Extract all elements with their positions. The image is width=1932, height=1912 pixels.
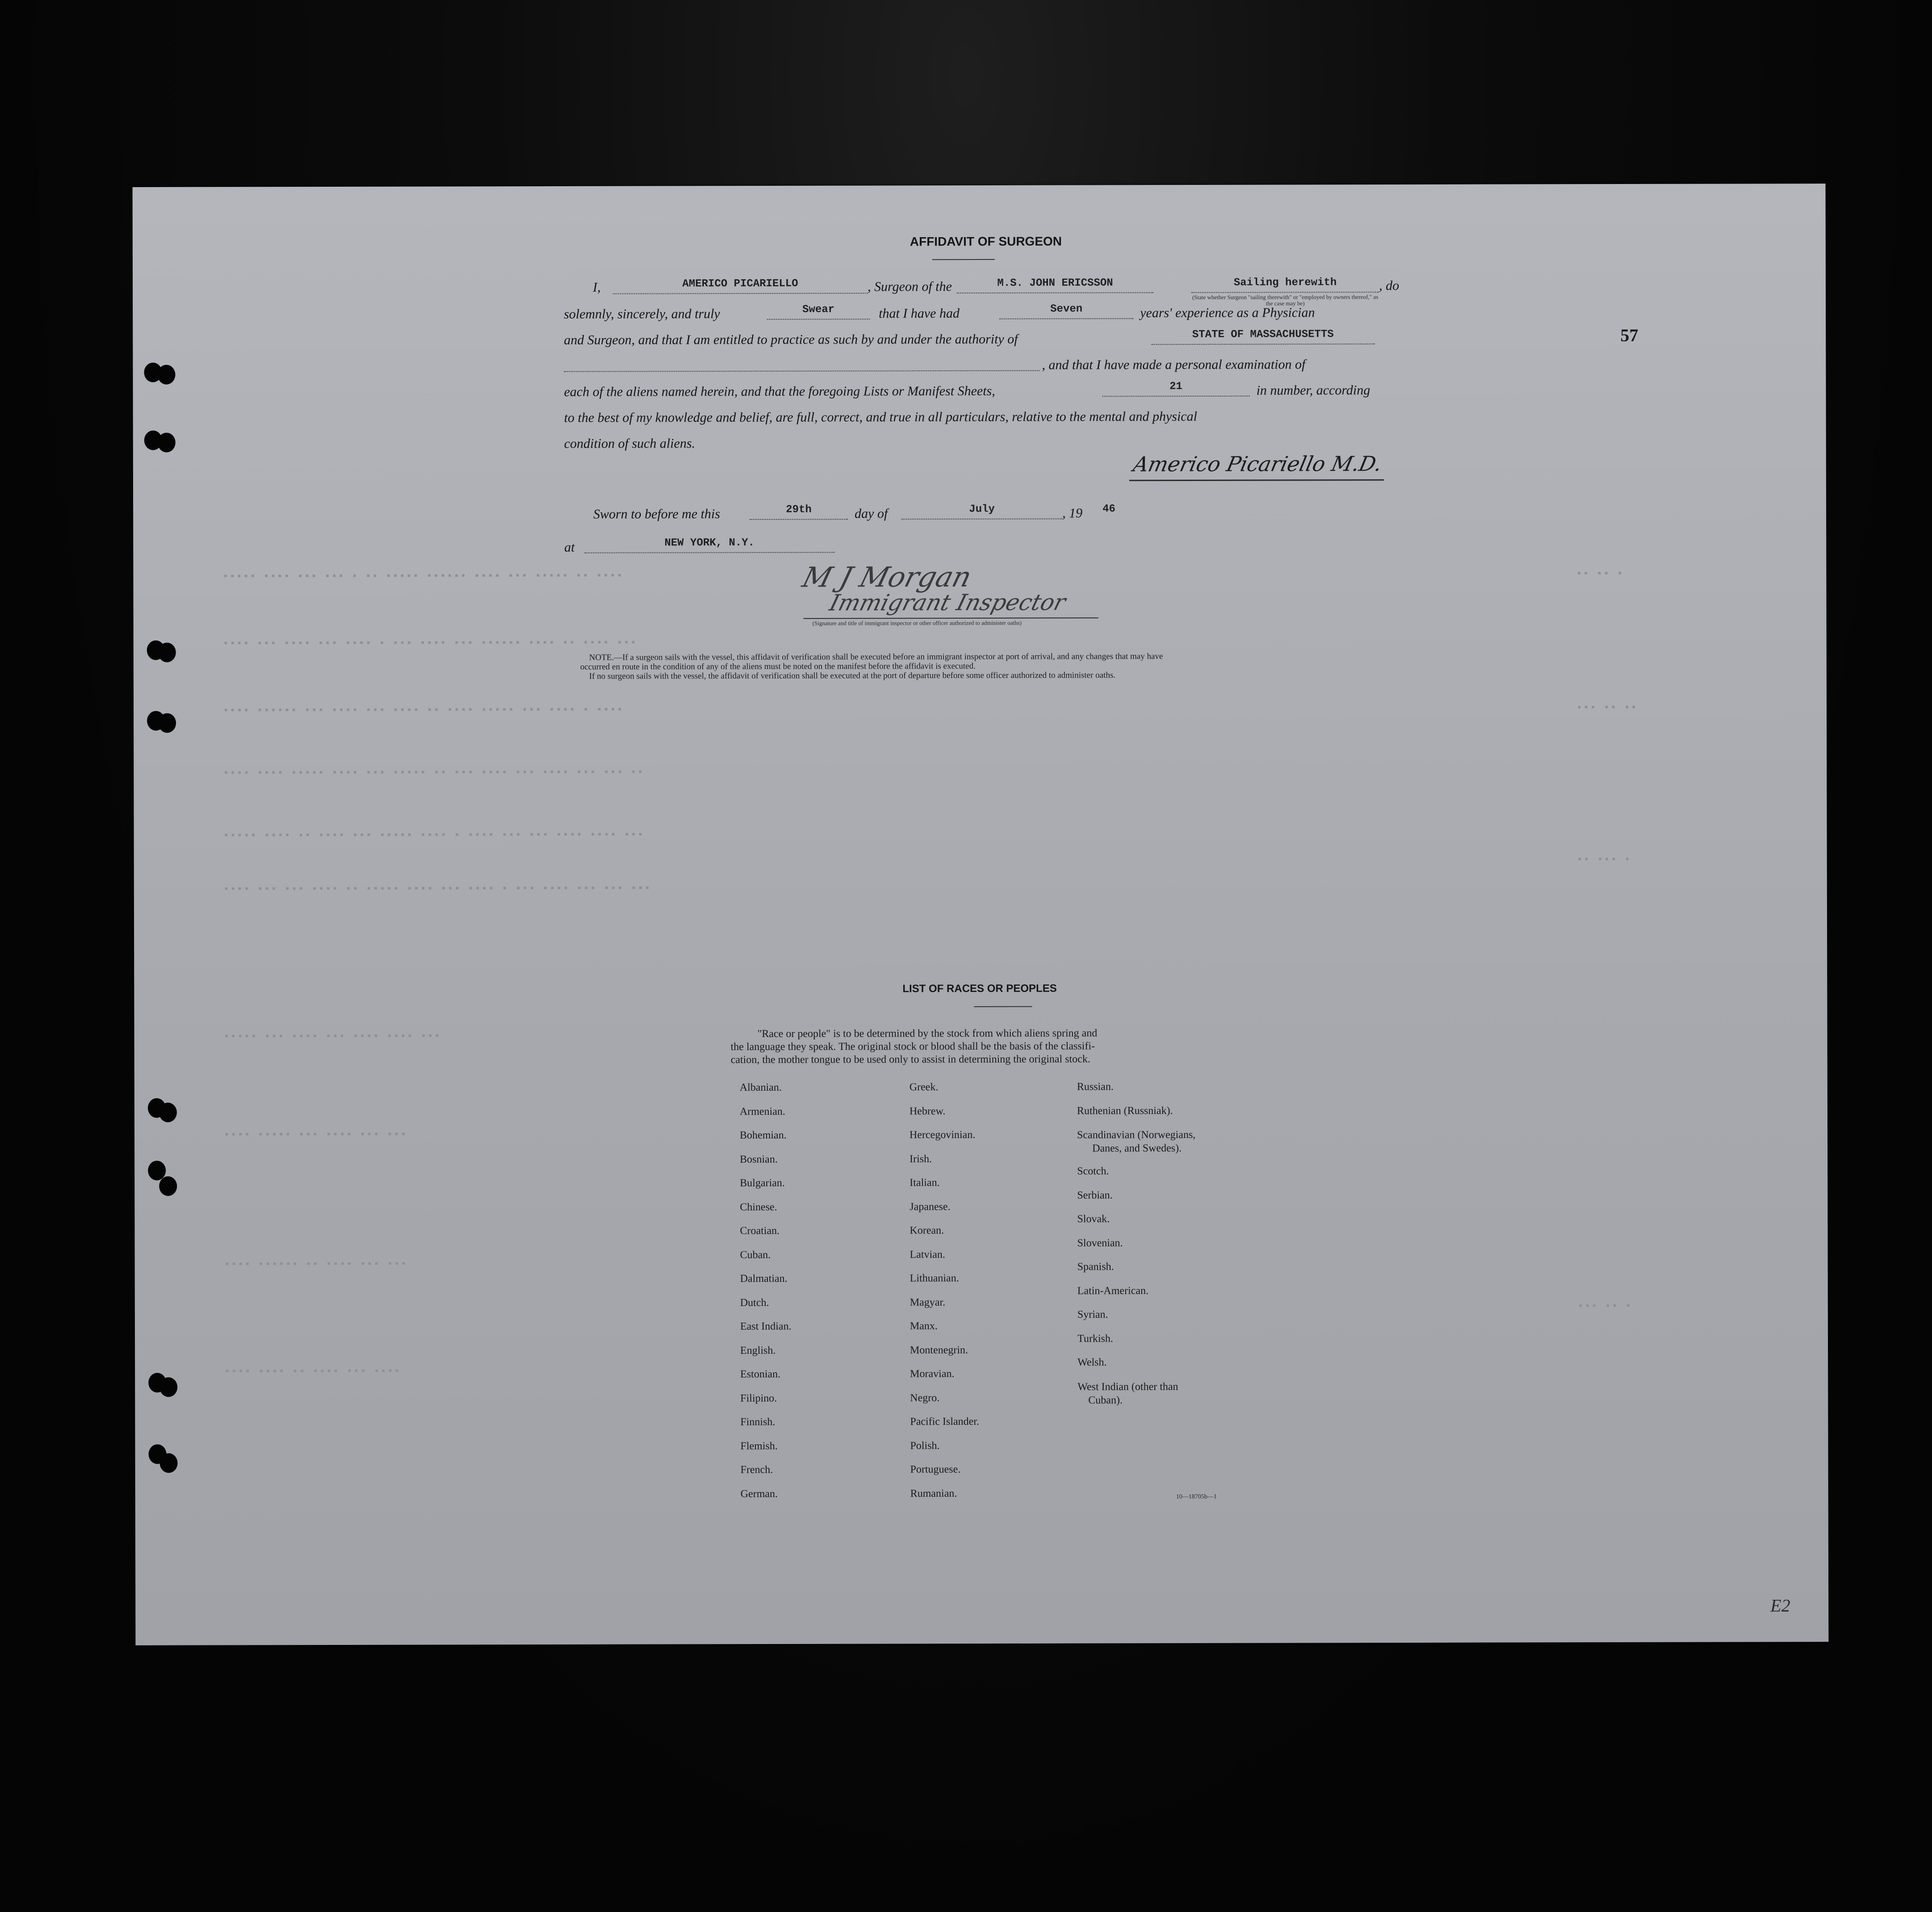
bleed-through-text: ▪▪▪ ▪▪ ▪▪ <box>1576 702 1638 714</box>
bleed-through-text: ▪▪▪▪▪ ▪▪▪▪ ▪▪▪ ▪▪▪ ▪ ▪▪ ▪▪▪▪▪ ▪▪▪▪▪▪ ▪▪▪▪ ▪▪▪ ▪▪▪▪▪ ▪▪ ▪▪▪▪ <box>222 570 624 582</box>
race-item: Portuguese. <box>910 1464 961 1476</box>
races-intro-line: cation, the mother tongue to be used only to assist in determining the original stock. <box>730 1053 1090 1066</box>
race-item: Negro. <box>910 1392 940 1404</box>
month-field: July <box>901 501 1062 520</box>
affidavit-title: AFFIDAVIT OF SURGEON <box>909 234 1062 249</box>
affidavit-text: , Surgeon of the <box>868 279 952 294</box>
bleed-through-text: ▪▪▪▪▪ ▪▪▪▪ ▪▪ ▪▪▪▪ ▪▪▪ ▪▪▪▪▪ ▪▪▪▪ ▪ ▪▪▪▪ ▪▪▪ ▪▪▪ ▪▪▪▪ ▪▪▪▪ ▪▪▪ <box>223 829 645 841</box>
race-item: Montenegrin. <box>910 1344 968 1356</box>
races-intro <box>731 1027 1098 1067</box>
race-item: Armenian. <box>739 1105 785 1117</box>
punch-hole <box>157 365 175 385</box>
races-title-underline <box>974 1006 1032 1007</box>
race-item: Scotch. <box>1077 1165 1109 1177</box>
bleed-through-text: ▪▪▪▪▪ ▪▪▪ ▪▪▪▪ ▪▪▪ ▪▪▪▪ ▪▪▪▪ ▪▪▪ <box>223 1030 441 1042</box>
affidavit-text: I, <box>593 280 601 295</box>
race-item: Lithuanian. <box>909 1272 959 1284</box>
bleed-through-text: ▪▪▪▪ ▪▪▪▪▪ ▪▪▪ ▪▪▪▪ ▪▪▪ ▪▪▪ <box>224 1129 407 1141</box>
punch-hole <box>158 433 176 452</box>
race-item: Syrian. <box>1077 1309 1108 1321</box>
punch-hole <box>159 1176 177 1196</box>
year-field: 46 <box>1102 503 1115 515</box>
race-item: Cuban. <box>740 1249 771 1261</box>
race-item: Russian. <box>1077 1081 1114 1093</box>
race-item: Bosnian. <box>740 1153 778 1165</box>
sheet-count-field: 21 <box>1102 378 1249 397</box>
years-field: Seven <box>999 300 1133 319</box>
race-item: Italian. <box>909 1177 940 1189</box>
note-text: occurred en route in the condition of any of the aliens must be noted on the manifest before the affidavit is executed. <box>580 661 976 672</box>
race-item: Cuban). <box>1088 1394 1123 1406</box>
officer-signature-line <box>804 617 1098 619</box>
race-item: Magyar. <box>909 1296 946 1308</box>
affidavit-text: at <box>564 540 575 555</box>
affidavit-text: and Surgeon, and that I am entitled to practice as such by and under the authority of <box>564 331 1018 347</box>
margin-mark: E2 <box>1770 1595 1790 1616</box>
affidavit-text: each of the aliens named herein, and that the foregoing Lists or Manifest Sheets, <box>564 383 995 399</box>
affidavit-text: that I have had <box>879 306 960 321</box>
race-item: Hercegovinian. <box>909 1129 976 1141</box>
place-field: NEW YORK, N.Y. <box>584 534 834 553</box>
day-field: 29th <box>750 501 848 520</box>
race-item: Manx. <box>909 1320 938 1332</box>
race-item: Hebrew. <box>909 1105 946 1117</box>
signature-line <box>1129 479 1384 481</box>
authority-field: STATE OF MASSACHUSETTS <box>1151 326 1375 345</box>
race-item: Finnish. <box>740 1416 775 1428</box>
page-number: 57 <box>1620 325 1639 345</box>
race-item: Serbian. <box>1077 1189 1113 1201</box>
vessel-field: M.S. JOHN ERICSSON <box>957 274 1153 293</box>
race-item: Scandinavian (Norwegians, <box>1077 1129 1196 1141</box>
race-item: Bohemian. <box>740 1129 787 1142</box>
race-item: Pacific Islander. <box>910 1416 980 1428</box>
race-item: Latin-American. <box>1077 1284 1149 1297</box>
surgeon-name-field: AMERICO PICARIELLO <box>613 275 868 294</box>
officer-title-handwritten: Immigrant Inspector <box>826 589 1069 616</box>
race-item: Polish. <box>910 1439 940 1452</box>
surgeon-signature: Americo Picariello M.D. <box>1131 452 1384 477</box>
bleed-through-text: ▪▪▪ ▪▪ ▪ <box>1577 1300 1632 1312</box>
form-number: 10—18705b—1 <box>1176 1493 1217 1501</box>
race-item: Spanish. <box>1077 1261 1114 1273</box>
oath-field: Swear <box>767 301 870 320</box>
punch-hole <box>159 1103 177 1122</box>
punch-hole <box>160 1453 178 1473</box>
races-column-3 <box>1077 1075 1196 1407</box>
race-item: Rumanian. <box>910 1487 957 1499</box>
race-item: French. <box>740 1464 773 1476</box>
race-item: Slovenian. <box>1077 1237 1123 1249</box>
affidavit-text: day of <box>855 506 888 521</box>
race-item: English. <box>740 1344 776 1356</box>
bleed-through-text: ▪▪ ▪▪▪ ▪ <box>1576 853 1631 866</box>
race-item: Dutch. <box>740 1297 769 1309</box>
race-item: Irish. <box>909 1153 932 1165</box>
bleed-through-text: ▪▪▪▪ ▪▪▪ ▪▪▪▪ ▪▪▪ ▪▪▪▪ ▪ ▪▪▪ ▪▪▪▪ ▪▪▪ ▪▪▪▪▪▪ ▪▪▪▪ ▪▪ ▪▪▪▪ ▪▪▪ <box>222 637 637 649</box>
race-item: Moravian. <box>910 1368 955 1380</box>
punch-hole <box>159 1377 177 1397</box>
race-item: West Indian (other than <box>1077 1381 1178 1393</box>
bleed-through-text: ▪▪▪▪ ▪▪▪ ▪▪▪ ▪▪▪▪ ▪▪ ▪▪▪▪▪ ▪▪▪▪ ▪▪▪ ▪▪▪▪ ▪ ▪▪▪ ▪▪▪▪ ▪▪▪ ▪▪▪ ▪▪▪ <box>223 883 651 895</box>
status-instruction: (State whether Surgeon "sailing therewith" or "employed by owners thereof," as the case may be) <box>1192 293 1379 307</box>
race-item: Japanese. <box>909 1201 951 1213</box>
race-item: Filipino. <box>740 1392 777 1404</box>
race-item: Chinese. <box>740 1201 777 1213</box>
affidavit-text: , 19 <box>1062 506 1083 521</box>
affidavit-text: to the best of my knowledge and belief, are full, correct, and true in all particulars, relative to the mental and physical <box>564 409 1197 425</box>
races-intro-line: "Race or people" is to be determined by the stock from which aliens spring and <box>757 1027 1098 1040</box>
authority-field-continued <box>564 352 1039 372</box>
affidavit-text: condition of such aliens. <box>564 436 696 451</box>
race-item: German. <box>740 1488 778 1500</box>
note-text: NOTE.—If a surgeon sails with the vessel, this affidavit of verification shall be executed before an immigrant inspector at port of arrival, and any changes that may have <box>589 652 1163 662</box>
race-item: Ruthenian (Russniak). <box>1077 1105 1173 1117</box>
race-item: Korean. <box>909 1225 944 1237</box>
punch-hole <box>158 643 176 662</box>
note-text: If no surgeon sails with the vessel, the affidavit of verification shall be executed at the port of departure before some officer authorized to administer oaths. <box>589 670 1116 681</box>
race-item: Croatian. <box>740 1225 780 1237</box>
races-title: LIST OF RACES OR PEOPLES <box>902 982 1057 995</box>
race-item: East Indian. <box>740 1320 792 1333</box>
affidavit-text: , and that I have made a personal examination of <box>1042 357 1306 372</box>
races-intro-line: the language they speak. The original stock or blood shall be the basis of the classifi- <box>730 1040 1095 1053</box>
affidavit-text: years' experience as a Physician <box>1140 305 1315 321</box>
race-item: Slovak. <box>1077 1213 1110 1225</box>
officer-caption: (Signature and title of immigrant inspector or other officer authorized to administer oaths) <box>812 619 1022 627</box>
punch-hole <box>158 713 176 733</box>
bleed-through-text: ▪▪ ▪▪ ▪ <box>1576 568 1624 580</box>
surgeon-status-field: Sailing herewith <box>1191 274 1379 293</box>
race-item: Greek. <box>909 1081 939 1093</box>
race-item: Estonian. <box>740 1368 781 1381</box>
bleed-through-text: ▪▪▪▪ ▪▪▪▪ ▪▪▪▪▪ ▪▪▪▪ ▪▪▪ ▪▪▪▪▪ ▪▪ ▪▪▪ ▪▪▪▪ ▪▪▪ ▪▪▪▪ ▪▪▪ ▪▪▪ ▪▪ <box>223 766 644 779</box>
bleed-through-text: ▪▪▪▪ ▪▪▪▪ ▪▪ ▪▪▪▪ ▪▪▪ ▪▪▪▪ <box>224 1365 401 1377</box>
race-item: Albanian. <box>739 1081 782 1094</box>
bleed-through-text: ▪▪▪▪ ▪▪▪▪▪▪ ▪▪▪ ▪▪▪▪ ▪▪▪ ▪▪▪▪ ▪▪ ▪▪▪▪ ▪▪▪▪▪ ▪▪▪ ▪▪▪▪ ▪ ▪▪▪▪ <box>223 704 624 716</box>
document-page <box>133 184 1829 1645</box>
title-underline <box>932 259 995 260</box>
bleed-through-text: ▪▪▪▪ ▪▪▪▪▪▪ ▪▪ ▪▪▪▪ ▪▪▪ ▪▪▪ <box>224 1258 408 1270</box>
races-column-2 <box>909 1075 980 1506</box>
race-item: Flemish. <box>740 1440 778 1452</box>
officer-signature: M J Morgan <box>799 561 975 594</box>
race-item: Danes, and Swedes). <box>1092 1142 1182 1155</box>
affidavit-text: , do <box>1379 278 1400 293</box>
race-item: Bulgarian. <box>740 1177 785 1189</box>
affidavit-text: in number, according <box>1256 383 1370 398</box>
race-item: Dalmatian. <box>740 1272 788 1285</box>
races-column-1 <box>740 1076 792 1506</box>
affidavit-text: Sworn to before me this <box>593 506 721 522</box>
race-item: Latvian. <box>909 1248 945 1260</box>
race-item: Turkish. <box>1077 1332 1113 1345</box>
race-item: Welsh. <box>1077 1356 1107 1368</box>
affidavit-text: solemnly, sincerely, and truly <box>564 306 720 322</box>
